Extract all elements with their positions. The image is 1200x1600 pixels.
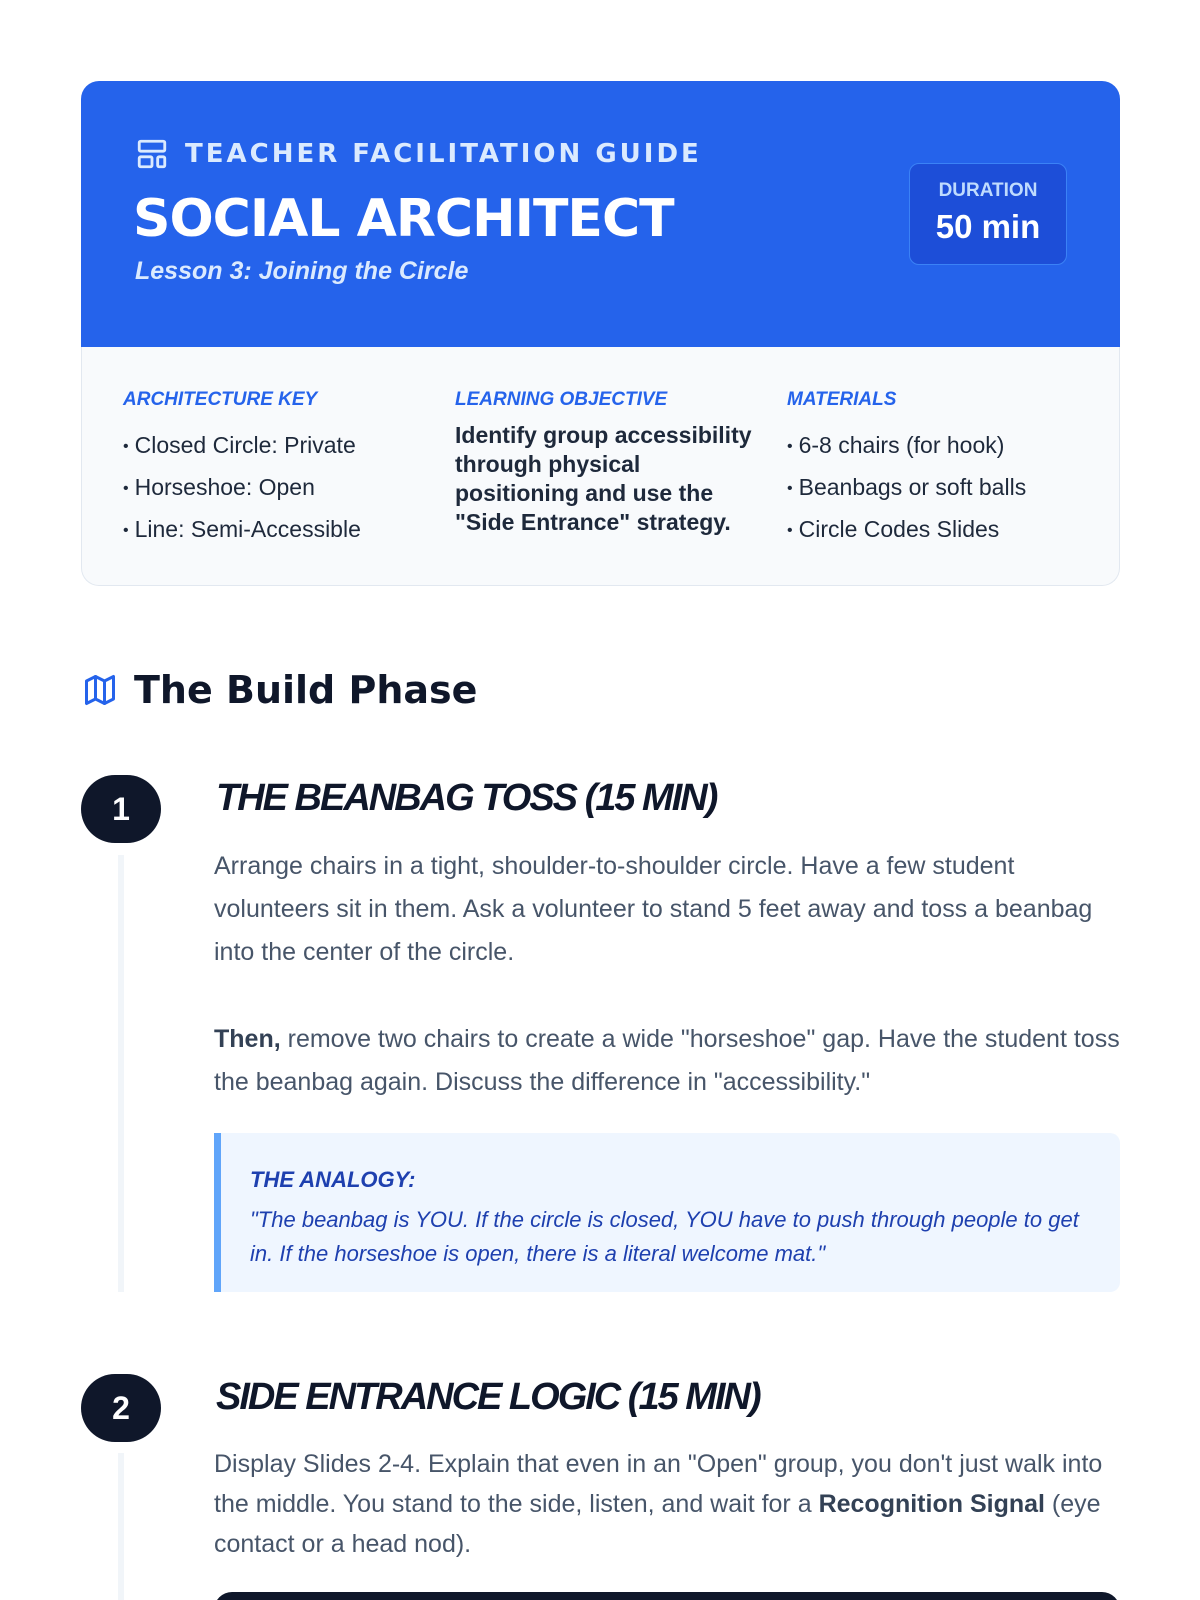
paragraph-text: Display Slides 2-4. Explain that even in an "Open" group, you don't just walk into the middle. You stand to the side, listen, and wait for a bbox=[214, 1450, 1103, 1518]
step-paragraph: Arrange chairs in a tight, shoulder-to-shoulder circle. Have a few student volunteers sit in them. Ask a volunteer to stand 5 feet away and toss a beanbag into the center of the circle. bbox=[214, 852, 1093, 966]
list-item: • Circle Codes Slides bbox=[787, 509, 1087, 551]
step-rail bbox=[118, 1453, 124, 1600]
materials bbox=[787, 389, 1087, 551]
eyebrow-label: TEACHER FACILITATION GUIDE bbox=[185, 139, 702, 169]
list-item: • Line: Semi-Accessible bbox=[123, 509, 423, 551]
duration-label: DURATION bbox=[938, 180, 1038, 201]
architecture-key bbox=[123, 389, 423, 551]
analogy-heading: THE ANALOGY: bbox=[250, 1167, 416, 1192]
paragraph-text: remove two chairs to create a wide "horseshoe" gap. Have the student toss the beanbag again. Discuss the difference in "accessibility." bbox=[214, 1025, 1120, 1096]
lesson-subtitle: Lesson 3: Joining the Circle bbox=[135, 257, 469, 285]
paragraph-text: (eye contact or a head nod). bbox=[214, 1490, 1101, 1558]
learning-objective-heading: LEARNING OBJECTIVE bbox=[455, 389, 668, 410]
duration-value: 50 min bbox=[935, 208, 1041, 245]
step-number-badge: 2 bbox=[81, 1374, 161, 1442]
section-heading bbox=[82, 668, 477, 712]
emphasis-text: Then, bbox=[214, 1025, 281, 1053]
list-item: • Beanbags or soft balls bbox=[787, 467, 1087, 509]
map-icon bbox=[82, 672, 118, 708]
duration-badge bbox=[909, 163, 1067, 265]
list-item: • Closed Circle: Private bbox=[123, 425, 423, 467]
layout-template-icon bbox=[135, 137, 169, 171]
lesson-info-panel bbox=[81, 347, 1120, 586]
materials-heading: MATERIALS bbox=[787, 389, 897, 410]
learning-objective bbox=[455, 389, 755, 537]
learning-objective-text: Identify group accessibility through physical positioning and use the "Side Entrance" strategy. bbox=[455, 422, 752, 535]
analogy-callout bbox=[214, 1133, 1120, 1292]
page-title: SOCIAL ARCHITECT bbox=[133, 189, 674, 249]
architecture-key-heading: ARCHITECTURE KEY bbox=[123, 389, 318, 410]
eyebrow bbox=[135, 137, 702, 171]
list-item: • 6-8 chairs (for hook) bbox=[787, 425, 1087, 467]
lesson-header bbox=[81, 81, 1120, 347]
list-item: • Horseshoe: Open bbox=[123, 467, 423, 509]
section-title: The Build Phase bbox=[134, 668, 478, 712]
step-paragraph bbox=[214, 1444, 1120, 1564]
emphasis-text: Recognition Signal bbox=[818, 1490, 1045, 1518]
step-rail bbox=[118, 855, 124, 1292]
step-title: SIDE ENTRANCE LOGIC (15 MIN) bbox=[216, 1376, 760, 1418]
step-number-badge: 1 bbox=[81, 775, 161, 843]
step-title: THE BEANBAG TOSS (15 MIN) bbox=[216, 777, 717, 819]
dark-callout-box bbox=[214, 1592, 1120, 1600]
step-paragraph bbox=[214, 1018, 1120, 1104]
analogy-text: "The beanbag is YOU. If the circle is closed, YOU have to push through people to get in. If the horseshoe is open, there is a literal welcome mat." bbox=[250, 1207, 1079, 1266]
